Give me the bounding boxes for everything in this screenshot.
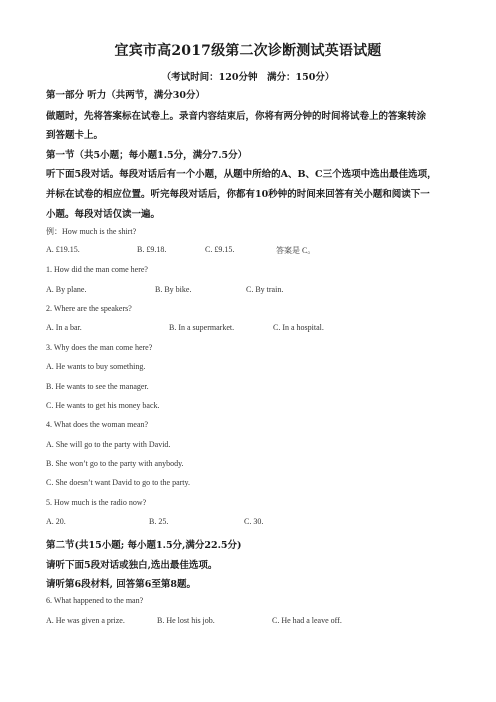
option: C. She doesn’t want David to go to the party.: [46, 478, 190, 487]
part1-heading: 第一部分 听力（共两节，满分30分）: [46, 90, 206, 101]
option: B. He lost his job.: [157, 616, 215, 625]
section2-instruction: 请听下面5段对话或独白,选出最佳选项。: [46, 560, 218, 571]
option: B. In a supermarket.: [169, 323, 235, 332]
section1-instruction-line: 听下面5段对话。每段对话后有一个小题，从题中所给的A、B、C三个选项中选出最佳选项，: [46, 169, 437, 180]
question-3: 3. Why does the man come here?: [46, 343, 153, 352]
page-title: 宜宾市高2017级第二次诊断测试英语试题: [114, 43, 382, 59]
material-6-heading: 请听第6段材料, 回答第6至第8题。: [46, 579, 196, 590]
question-5: 5. How much is the radio now?: [46, 498, 147, 507]
option: A. In a bar.: [46, 323, 82, 332]
option: A. She will go to the party with David.: [46, 440, 171, 449]
section1-instruction-line: 小题。每段对话仅读一遍。: [46, 209, 161, 220]
example-option: A. £19.15.: [46, 245, 80, 254]
example-answer: 答案是 C。: [276, 246, 316, 255]
option: C. In a hospital.: [273, 323, 324, 332]
option: C. He wants to get his money back.: [46, 401, 160, 410]
option: B. 25.: [149, 517, 169, 526]
question-2: 2. Where are the speakers?: [46, 304, 132, 313]
option: A. He wants to buy something.: [46, 362, 146, 371]
part1-instruction-line: 到答题卡上。: [46, 130, 104, 141]
option: A. By plane.: [46, 285, 87, 294]
example-option: B. £9.18.: [137, 245, 167, 254]
question-4: 4. What does the woman mean?: [46, 420, 149, 429]
option: C. He had a leave off.: [272, 616, 342, 625]
exam-info: （考试时间：120分钟 满分：150分）: [161, 72, 335, 83]
example-question: 例：How much is the shirt?: [46, 227, 137, 236]
section1-heading: 第一节（共5小题；每小题1.5分，满分7.5分）: [46, 150, 248, 161]
option: A. He was given a prize.: [46, 616, 125, 625]
option: B. By bike.: [155, 285, 192, 294]
section2-heading: 第二节(共15小题; 每小题1.5分,满分22.5分): [46, 540, 242, 551]
option: B. He wants to see the manager.: [46, 382, 149, 391]
option: A. 20.: [46, 517, 66, 526]
option: C. 30.: [244, 517, 264, 526]
part1-instruction-line: 做题时，先将答案标在试卷上。录音内容结束后，你将有两分钟的时间将试卷上的答案转涂: [46, 111, 427, 122]
question-6: 6. What happened to the man?: [46, 596, 144, 605]
example-option: C. £9.15.: [205, 245, 235, 254]
option: C. By train.: [246, 285, 284, 294]
option: B. She won’t go to the party with anybody.: [46, 459, 184, 468]
question-1: 1. How did the man come here?: [46, 265, 148, 274]
section1-instruction-line: 并标在试卷的相应位置。听完每段对话后，你都有10秒钟的时间来回答有关小题和阅读下一: [46, 189, 430, 200]
